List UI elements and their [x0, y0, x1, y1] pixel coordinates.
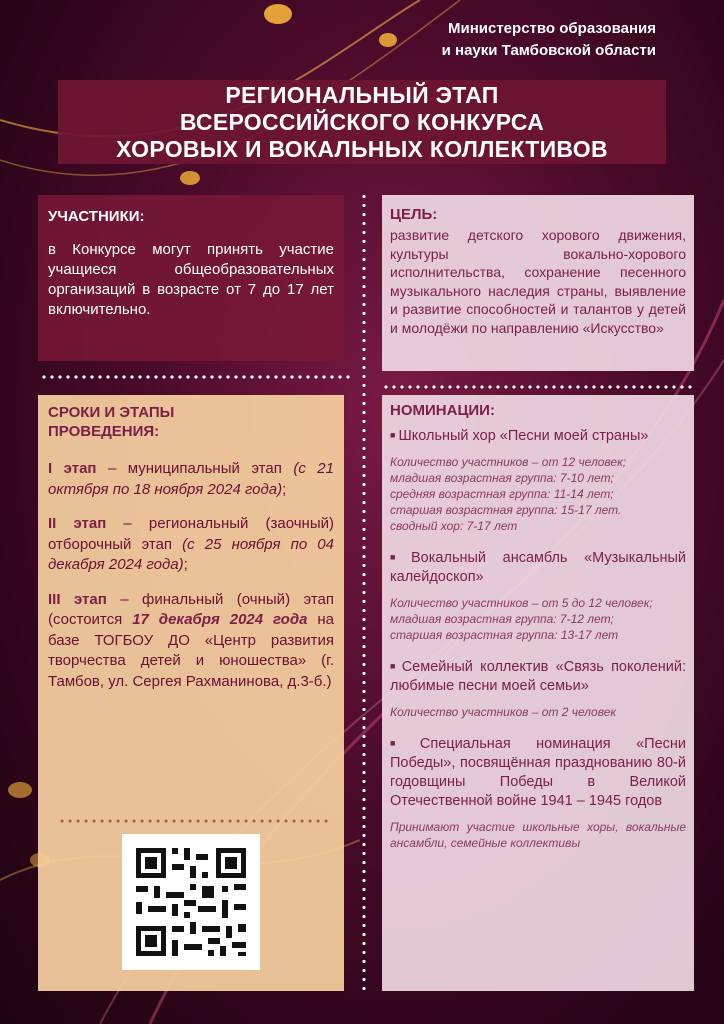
stage-3-tail: на базе ТОГБОУ ДО «Центр развития творчества детей и юношества» (г. Тамбов, ул. Сергея Рахманинова, д.3-б.) [48, 611, 335, 690]
nomination-2-title: Вокальный ансамбль «Музыкальный калейдоскоп» [390, 550, 686, 585]
bullet-icon: ■ [390, 552, 409, 562]
nomination-1-title: Школьный хор «Песни моей страны» [398, 428, 649, 444]
nomination-4 [390, 734, 686, 811]
nominations-heading: НОМИНАЦИИ: [390, 402, 495, 419]
nominations-panel [382, 395, 694, 991]
nomination-3 [390, 657, 686, 696]
stage-1-tail: ; [282, 480, 287, 498]
stages-dotted-divider [58, 818, 328, 824]
horizontal-dotted-divider-left [40, 374, 352, 380]
goal-text: развитие детского хорового движения, культуры вокально-хорового исполнительства, сохранение песенного музыкального наследия страны, выявление и развитие способностей и талантов у детей и молодёжи по направлению «Искусство» [390, 227, 686, 336]
nomination-note: средняя возрастная группа: 11-14 лет; [390, 487, 614, 501]
stage-2-tail: ; [183, 556, 188, 573]
bullet-icon: ■ [390, 430, 396, 440]
page-title [58, 80, 666, 164]
title-line-2: ВСЕРОССИЙСКОГО КОНКУРСА [179, 108, 545, 135]
nomination-2 [390, 548, 686, 587]
qr-code-graphic [122, 834, 260, 970]
title-line-3: ХОРОВЫХ И ВОКАЛЬНЫХ КОЛЛЕКТИВОВ [116, 135, 608, 162]
title-line-1: РЕГИОНАЛЬНЫЙ ЭТАП [225, 81, 499, 108]
nomination-note: Количество участников – от 12 человек; [390, 455, 627, 469]
stages-heading-line-1: СРОКИ И ЭТАПЫ [48, 404, 175, 421]
stage-2-label: II этап [48, 515, 107, 532]
nomination-note: старшая возрастная группа: 15-17 лет. [390, 503, 622, 517]
bullet-icon: ■ [390, 661, 399, 671]
org-line-1: Министерство образования [448, 20, 656, 37]
stage-1-text: – муниципальный этап [96, 460, 294, 477]
vertical-dotted-divider [362, 192, 366, 992]
stages-heading-line-2: ПРОВЕДЕНИЯ: [48, 423, 160, 440]
horizontal-dotted-divider-right [382, 384, 694, 390]
nomination-note: Количество участников – от 2 человек [390, 705, 617, 719]
organization-name [356, 18, 656, 62]
bullet-icon: ■ [390, 738, 417, 748]
stage-3-text: – финальный (очный) этап (состоится [48, 590, 334, 628]
goal-heading: ЦЕЛЬ: [390, 206, 438, 223]
goal-panel [382, 195, 694, 371]
nomination-2-notes [390, 595, 686, 643]
participants-heading: УЧАСТНИКИ: [48, 208, 145, 225]
stage-item-3 [48, 590, 334, 693]
stage-2-dates: (с 25 ноября по 04 декабря 2024 года) [48, 535, 334, 573]
nomination-4-notes [390, 819, 686, 851]
stage-3-dates: 17 декабря 2024 года [132, 611, 308, 628]
stage-item-2 [48, 514, 334, 576]
stage-2-text: – региональный (заочный) отборочный этап [48, 515, 334, 553]
org-line-2: и науки Тамбовской области [441, 42, 656, 59]
nomination-note: младшая возрастная группа: 7-10 лет; [390, 471, 614, 485]
participants-panel [38, 195, 344, 361]
stage-item-1 [48, 459, 334, 500]
nomination-note: Количество участников – от 5 до 12 человек; [390, 596, 653, 610]
nomination-note: старшая возрастная группа: 13-17 лет [390, 628, 619, 642]
nomination-1 [390, 426, 686, 446]
stage-1-dates: (с 21 октября по 18 ноября 2024 года) [48, 460, 334, 498]
qr-code-icon[interactable] [122, 834, 260, 970]
nomination-note: Принимают участие школьные хоры, вокальные ансамбли, семейные коллективы [390, 820, 686, 850]
nomination-3-title: Семейный коллектив «Связь поколений: любимые песни моей семьи» [390, 659, 687, 694]
stage-1-label: I этап [48, 460, 97, 477]
nomination-note: сводный хор: 7-17 лет [390, 519, 518, 533]
nomination-4-title: Специальная номинация «Песни Победы», посвящённая празднованию 80-й годовщины Победы в Великой Отечественной войне 1941 – 1945 годов [390, 736, 687, 809]
nomination-3-notes [390, 704, 686, 720]
nomination-1-notes [390, 454, 686, 534]
stage-3-label: III этап [48, 590, 107, 608]
nomination-note: младшая возрастная группа: 7-12 лет; [390, 612, 614, 626]
participants-text: в Конкурсе могут принять участие учащиеся общеобразовательных организаций в возрасте от 7 до 17 лет включительно. [48, 241, 334, 318]
